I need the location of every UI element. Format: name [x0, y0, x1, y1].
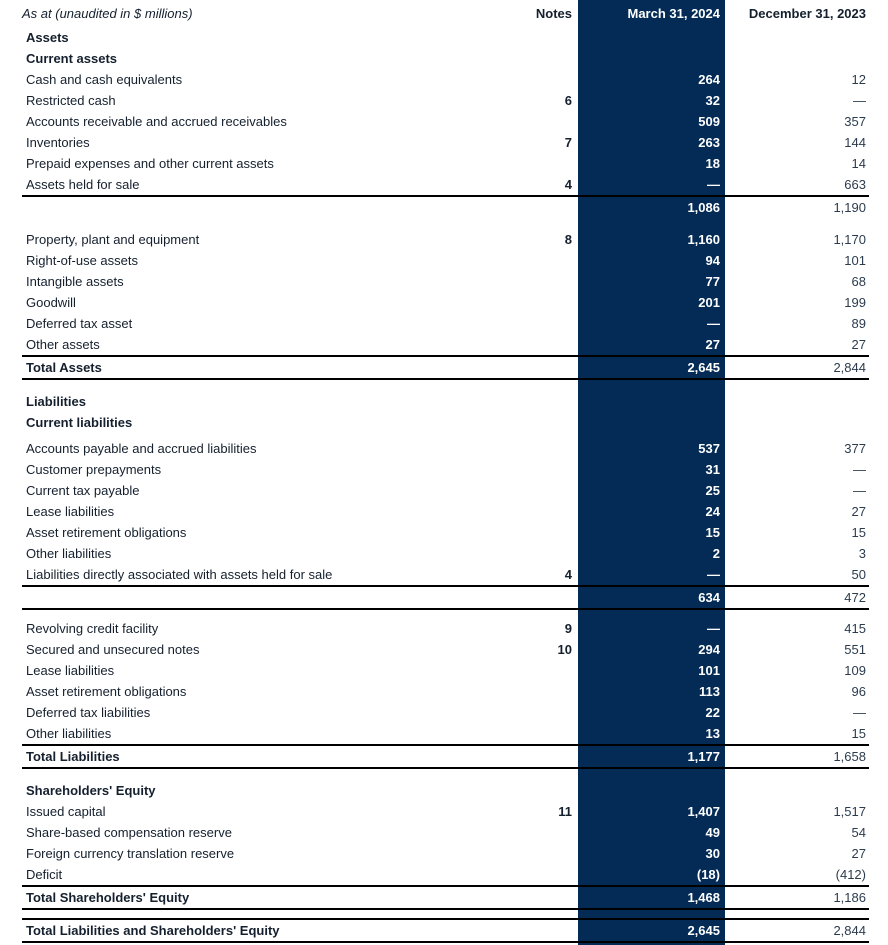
row-label [22, 586, 507, 609]
row-notes [507, 886, 578, 909]
row-current-value [578, 27, 725, 48]
row-prior-value: — [853, 93, 866, 108]
row-label: Other assets [26, 337, 100, 352]
row-notes [507, 780, 578, 801]
row-current-value: 1,468 [578, 886, 725, 909]
row-notes [507, 250, 578, 271]
table-row [22, 801, 869, 822]
row-current-value: 634 [578, 586, 725, 609]
row-current-value: — [707, 567, 720, 582]
spacer-cell [578, 218, 725, 229]
row-prior-value: 101 [844, 253, 866, 268]
row-label: Current assets [26, 51, 118, 66]
row-label: Issued capital [26, 804, 106, 819]
table-row [22, 459, 869, 480]
spacer-cell [725, 218, 869, 229]
row-current-value: 15 [705, 525, 720, 540]
row-label: Cash and cash equivalents [26, 72, 183, 87]
table-row [22, 313, 869, 334]
row-notes [507, 681, 578, 702]
row-current-value: — [707, 621, 720, 636]
row-current-value: 264 [698, 72, 720, 87]
row-current-value: 1,177 [578, 745, 725, 768]
spacer-cell [507, 379, 578, 391]
row-notes [507, 27, 578, 48]
row-prior-value: 1,190 [725, 196, 869, 218]
row-label: Current liabilities [26, 415, 133, 430]
row-notes [507, 745, 578, 768]
row-label: Total Assets [22, 356, 507, 379]
row-label: Accounts payable and accrued liabilities [26, 441, 257, 456]
row-current-value: 24 [705, 504, 720, 519]
table-row [22, 822, 869, 843]
row-current-value [578, 48, 725, 69]
table-row [22, 69, 869, 90]
spacer-cell [507, 909, 578, 919]
row-label: Foreign currency translation reserve [26, 846, 235, 861]
table-row [22, 639, 869, 660]
row-current-value: 1,086 [578, 196, 725, 218]
table-row [22, 564, 869, 586]
row-notes [507, 501, 578, 522]
column-header-current-period: March 31, 2024 [627, 6, 720, 21]
row-prior-value: 1,658 [725, 745, 869, 768]
row-label: Current tax payable [26, 483, 140, 498]
row-prior-value: 50 [851, 567, 866, 582]
table-row [22, 618, 869, 639]
row-notes [507, 864, 578, 886]
spacer-cell [22, 609, 507, 618]
row-notes [507, 313, 578, 334]
row-notes [507, 391, 578, 412]
table-row [22, 229, 869, 250]
table-row [22, 48, 869, 69]
spacer-cell [578, 609, 725, 618]
row-current-value [578, 780, 725, 801]
row-notes [507, 543, 578, 564]
row-prior-value: 14 [851, 156, 866, 171]
row-prior-value: 415 [844, 621, 866, 636]
table-row [22, 334, 869, 356]
row-notes [507, 271, 578, 292]
row-prior-value: 1,186 [725, 886, 869, 909]
row-label: Revolving credit facility [26, 621, 159, 636]
row-prior-value: 27 [851, 337, 866, 352]
spacer-cell [725, 768, 869, 780]
row-current-value: — [707, 177, 720, 192]
table-row [22, 174, 869, 196]
table-row [22, 250, 869, 271]
subtotal-row-current-assets [22, 196, 869, 218]
row-prior-value: 551 [844, 642, 866, 657]
column-header-notes: Notes [535, 6, 572, 21]
row-spacer [22, 609, 869, 618]
table-row [22, 843, 869, 864]
row-prior-value: — [853, 462, 866, 477]
row-notes: 8 [564, 232, 572, 247]
total-row-assets [22, 356, 869, 379]
row-prior-value: 68 [851, 274, 866, 289]
row-current-value: 49 [705, 825, 720, 840]
row-prior-value: 2,844 [725, 356, 869, 379]
row-label: Restricted cash [26, 93, 116, 108]
row-current-value: 30 [705, 846, 720, 861]
row-current-value: 13 [705, 726, 720, 741]
row-current-value: 31 [705, 462, 720, 477]
row-notes [507, 459, 578, 480]
column-header-label: As at (unaudited in $ millions) [22, 6, 193, 21]
row-notes [507, 412, 578, 433]
total-row-shareholders-equity [22, 886, 869, 909]
subtotal-row-current-liabilities [22, 586, 869, 609]
spacer-cell [22, 379, 507, 391]
row-current-value: 32 [705, 93, 720, 108]
table-header-row [22, 0, 869, 27]
row-label [22, 196, 507, 218]
row-current-value: 1,160 [687, 232, 720, 247]
row-label: Liabilities [26, 394, 86, 409]
row-notes: 6 [564, 93, 572, 108]
row-notes: 4 [564, 177, 572, 192]
row-label: Total Liabilities and Shareholders' Equity [22, 919, 507, 942]
row-notes [507, 69, 578, 90]
row-notes [507, 292, 578, 313]
row-label: Other liabilities [26, 546, 112, 561]
row-notes [507, 660, 578, 681]
spacer-cell [725, 609, 869, 618]
row-prior-value: (412) [835, 867, 866, 882]
row-prior-value: 54 [851, 825, 866, 840]
row-current-value [578, 412, 725, 433]
table-row [22, 438, 869, 459]
row-prior-value: 663 [844, 177, 866, 192]
row-notes [507, 153, 578, 174]
row-prior-value: 1,517 [833, 804, 866, 819]
row-label: Prepaid expenses and other current assets [26, 156, 274, 171]
table-row [22, 864, 869, 886]
row-label: Share-based compensation reserve [26, 825, 232, 840]
row-prior-value: 15 [851, 525, 866, 540]
row-spacer [22, 379, 869, 391]
spacer-cell [22, 768, 507, 780]
row-current-value: 509 [698, 114, 720, 129]
row-label: Shareholders' Equity [26, 783, 156, 798]
row-current-value: 27 [705, 337, 720, 352]
row-notes: 7 [564, 135, 572, 150]
row-prior-value: 2,844 [725, 919, 869, 942]
row-current-value: 294 [698, 642, 720, 657]
row-notes [507, 919, 578, 942]
table-row [22, 702, 869, 723]
spacer-cell [578, 379, 725, 391]
spacer-cell [725, 379, 869, 391]
row-prior-value [725, 48, 869, 69]
row-label: Asset retirement obligations [26, 684, 187, 699]
row-current-value: 2,645 [578, 919, 725, 942]
row-prior-value: 3 [858, 546, 866, 561]
row-prior-value: — [853, 705, 866, 720]
row-label: Total Shareholders' Equity [22, 886, 507, 909]
row-prior-value [725, 780, 869, 801]
row-prior-value: 144 [844, 135, 866, 150]
row-prior-value: 12 [851, 72, 866, 87]
row-spacer [22, 768, 869, 780]
row-notes [507, 334, 578, 356]
row-prior-value: 96 [851, 684, 866, 699]
row-notes: 10 [557, 642, 572, 657]
spacer-cell [507, 218, 578, 229]
spacer-cell [725, 909, 869, 919]
row-notes [507, 480, 578, 501]
row-current-value: 2 [712, 546, 720, 561]
total-row-liabilities-and-equity [22, 919, 869, 942]
row-spacer [22, 909, 869, 919]
column-header-prior-period: December 31, 2023 [748, 6, 866, 21]
table-row [22, 90, 869, 111]
table-row [22, 480, 869, 501]
spacer-cell [22, 218, 507, 229]
row-label: Asset retirement obligations [26, 525, 187, 540]
row-notes [507, 438, 578, 459]
row-prior-value: 377 [844, 441, 866, 456]
spacer-cell [578, 909, 725, 919]
row-prior-value: 27 [851, 846, 866, 861]
row-current-value: (18) [696, 867, 720, 882]
spacer-cell [578, 768, 725, 780]
row-label: Inventories [26, 135, 90, 150]
row-label: Deferred tax asset [26, 316, 133, 331]
row-label: Property, plant and equipment [26, 232, 200, 247]
row-label: Deferred tax liabilities [26, 705, 151, 720]
row-label: Right-of-use assets [26, 253, 138, 268]
row-label: Total Liabilities [22, 745, 507, 768]
row-prior-value: 199 [844, 295, 866, 310]
row-current-value: 22 [705, 705, 720, 720]
row-current-value: 25 [705, 483, 720, 498]
row-current-value: — [707, 316, 720, 331]
row-notes [507, 702, 578, 723]
row-notes [507, 522, 578, 543]
row-notes: 11 [558, 804, 572, 819]
table-row [22, 292, 869, 313]
row-current-value: 18 [705, 156, 720, 171]
row-current-value: 263 [698, 135, 720, 150]
row-notes [507, 356, 578, 379]
row-current-value: 94 [705, 253, 720, 268]
row-label: Accounts receivable and accrued receivables [26, 114, 287, 129]
table-row [22, 522, 869, 543]
row-prior-value: 357 [844, 114, 866, 129]
table-row [22, 153, 869, 174]
table-row [22, 271, 869, 292]
row-notes: 9 [564, 621, 572, 636]
table-row [22, 543, 869, 564]
table-row [22, 391, 869, 412]
table-row [22, 723, 869, 745]
table-row [22, 780, 869, 801]
row-prior-value: 15 [851, 726, 866, 741]
row-label: Assets held for sale [26, 177, 140, 192]
row-label: Goodwill [26, 295, 76, 310]
row-notes [507, 48, 578, 69]
table-row [22, 660, 869, 681]
spacer-cell [507, 609, 578, 618]
row-label: Deficit [26, 867, 63, 882]
row-prior-value [725, 412, 869, 433]
row-label: Lease liabilities [26, 663, 115, 678]
row-current-value [578, 391, 725, 412]
row-prior-value: 109 [844, 663, 866, 678]
row-prior-value: 1,170 [833, 232, 866, 247]
row-notes [507, 822, 578, 843]
table-row [22, 412, 869, 433]
row-current-value: 77 [705, 274, 720, 289]
row-notes [507, 111, 578, 132]
row-label: Assets [26, 30, 69, 45]
spacer-cell [507, 768, 578, 780]
row-prior-value [725, 391, 869, 412]
row-spacer [22, 218, 869, 229]
row-current-value: 1,407 [687, 804, 720, 819]
row-current-value: 2,645 [578, 356, 725, 379]
row-current-value: 101 [698, 663, 720, 678]
balance-sheet-table [22, 0, 869, 943]
row-label: Secured and unsecured notes [26, 642, 200, 657]
spacer-cell [22, 909, 507, 919]
row-current-value: 201 [698, 295, 720, 310]
row-notes [507, 843, 578, 864]
row-notes [507, 586, 578, 609]
row-label: Intangible assets [26, 274, 124, 289]
table-row [22, 681, 869, 702]
row-current-value: 537 [698, 441, 720, 456]
row-notes: 4 [564, 567, 572, 582]
row-label: Liabilities directly associated with assets held for sale [26, 567, 333, 582]
row-current-value: 113 [699, 684, 720, 699]
row-prior-value: 89 [851, 316, 866, 331]
table-row [22, 132, 869, 153]
row-label: Lease liabilities [26, 504, 115, 519]
total-row-liabilities [22, 745, 869, 768]
table-row [22, 27, 869, 48]
row-notes [507, 196, 578, 218]
row-notes [507, 723, 578, 745]
table-row [22, 501, 869, 522]
row-label: Customer prepayments [26, 462, 162, 477]
row-prior-value: — [853, 483, 866, 498]
row-label: Other liabilities [26, 726, 112, 741]
row-prior-value [725, 27, 869, 48]
row-prior-value: 27 [851, 504, 866, 519]
table-row [22, 111, 869, 132]
row-prior-value: 472 [725, 586, 869, 609]
